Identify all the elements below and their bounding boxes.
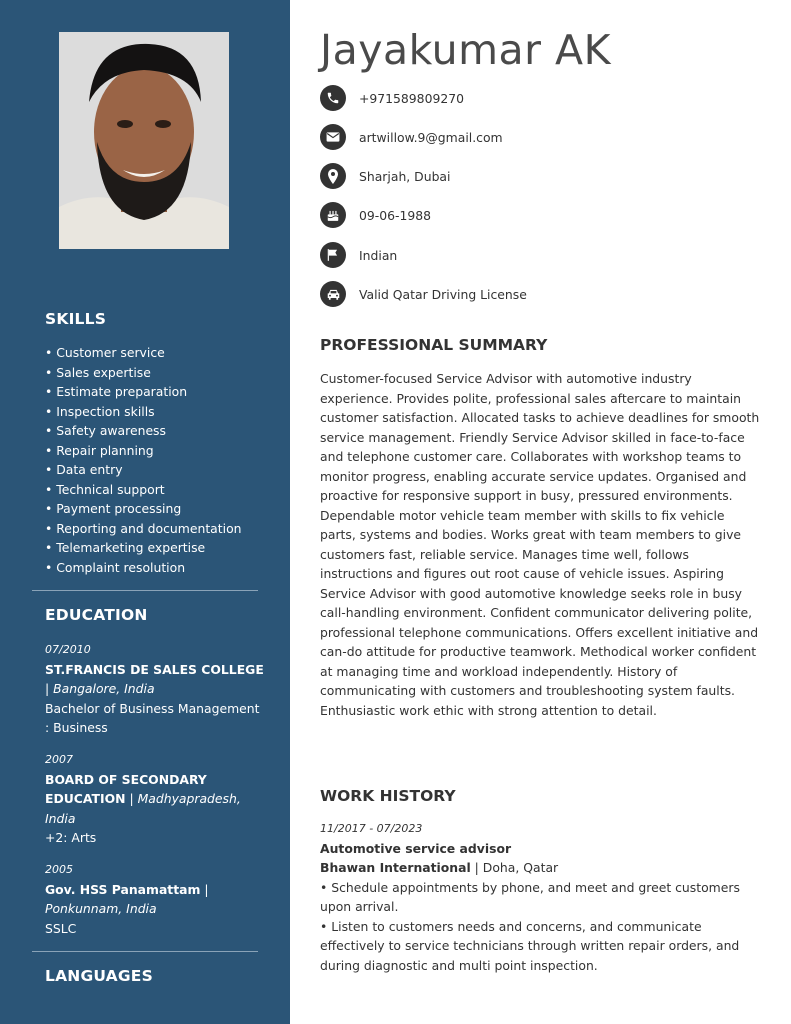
education-degree: +2: Arts [45, 830, 97, 845]
birthday-cake-icon [320, 202, 346, 228]
candidate-name: Jayakumar AK [320, 26, 611, 74]
contact-email [320, 124, 503, 150]
work-date: 11/2017 - 07/2023 [320, 822, 423, 835]
separator: | [45, 681, 54, 696]
contact-text: Indian [359, 247, 398, 263]
contact-text: 09-06-1988 [359, 207, 432, 223]
skill-item: • Payment processing [45, 501, 182, 516]
divider [32, 951, 258, 952]
skills-heading: SKILLS [45, 310, 107, 328]
work-bullet: • Schedule appointments by phone, and meet and greet customers upon arrival. [320, 879, 740, 914]
education-entry [45, 750, 265, 848]
education-entry [45, 860, 265, 938]
contact-text: Valid Qatar Driving License [359, 286, 527, 302]
location-icon [320, 163, 346, 189]
skill-item: • Complaint resolution [45, 559, 186, 575]
contact-nationality [320, 242, 397, 268]
flag-icon [320, 242, 346, 268]
separator: | [200, 881, 209, 897]
education-heading: EDUCATION [45, 606, 148, 624]
contact-phone [320, 85, 464, 111]
skill-item: • Estimate preparation [45, 384, 188, 399]
education-date: 2005 [45, 863, 73, 876]
skill-item: • Technical support [45, 481, 165, 497]
languages-heading: LANGUAGES [45, 967, 153, 985]
education-degree: SSLC [45, 920, 77, 936]
contact-text: +971589809270 [359, 90, 464, 106]
separator: | [470, 860, 483, 875]
education-school: ST.FRANCIS DE SALES COLLEGE [45, 661, 264, 677]
education-date: 2007 [45, 753, 73, 766]
skill-item: • Reporting and documentation [45, 520, 242, 536]
contact-birthdate [320, 202, 431, 228]
divider [32, 590, 258, 591]
email-icon [320, 124, 346, 150]
contact-location [320, 163, 450, 189]
skill-item: • Safety awareness [45, 423, 166, 438]
separator: | [125, 791, 138, 806]
education-location: Madhyapradesh, India [45, 791, 241, 826]
summary-heading: PROFESSIONAL SUMMARY [320, 336, 548, 354]
skill-item: • Data entry [45, 462, 123, 477]
education-location: Ponkunnam, India [45, 901, 157, 916]
contact-text: artwillow.9@gmail.com [359, 129, 503, 145]
education-entry [45, 640, 265, 738]
contact-license [320, 281, 527, 307]
work-location: Doha, Qatar [482, 860, 559, 875]
work-company: Bhawan International [320, 860, 471, 875]
summary-text: Customer-focused Service Advisor with automotive industry experience. Provides polite, professional sales aftercare to maintain customer satisfaction. Allocated tasks to achieve deadlines for smooth service management. Friendly Service Advisor skilled in face-to-face and telephone customer care. Collaborates with workshop teams to monitor progress, enabling accurate service updates. Organised and proactive for responsive support in busy, pressured environments. Dependable motor vehicle team member with skills to fix vehicle parts, systems and bodies. Works great with team members to give customers fast, reliable service. Manages time well, follows instructions and figures out root cause of vehicle issues. Aspiring Service Advisor with good automotive knowledge seeks role in busy call-handling environment. Confident communicator delivering polite, professional telephone communications. Offers excellent initiative and can-do attitude for productive teamwork. Methodical worker confident at managing time and workload independently. History of communicating with customers and troubleshooting system faults. Enthusiastic work ethic with strong attention to detail. [320, 371, 760, 718]
work-entry [320, 819, 760, 975]
contact-text: Sharjah, Dubai [359, 168, 451, 184]
work-bullet: • Listen to customers needs and concerns, and communicate effectively to service technicians through written repair orders, and during diagnostic and multi point inspection. [320, 918, 740, 973]
skill-item: • Customer service [45, 345, 165, 360]
skills-list [45, 343, 242, 577]
education-degree: Bachelor of Business Management : Business [45, 700, 260, 735]
skill-item: • Telemarketing expertise [45, 540, 206, 555]
skill-item: • Inspection skills [45, 403, 155, 419]
phone-icon [320, 85, 346, 111]
car-icon [320, 281, 346, 307]
profile-photo [59, 32, 229, 249]
education-location: Bangalore, India [53, 681, 155, 696]
education-date: 07/2010 [45, 643, 91, 656]
education-school: Gov. HSS Panamattam [45, 881, 201, 897]
skill-item: • Sales expertise [45, 364, 151, 380]
skill-item: • Repair planning [45, 442, 154, 458]
work-history-heading: WORK HISTORY [320, 787, 456, 805]
education-school: BOARD OF SECONDARY EDUCATION [45, 771, 207, 806]
work-role: Automotive service advisor [320, 840, 512, 856]
sidebar [0, 0, 290, 1024]
